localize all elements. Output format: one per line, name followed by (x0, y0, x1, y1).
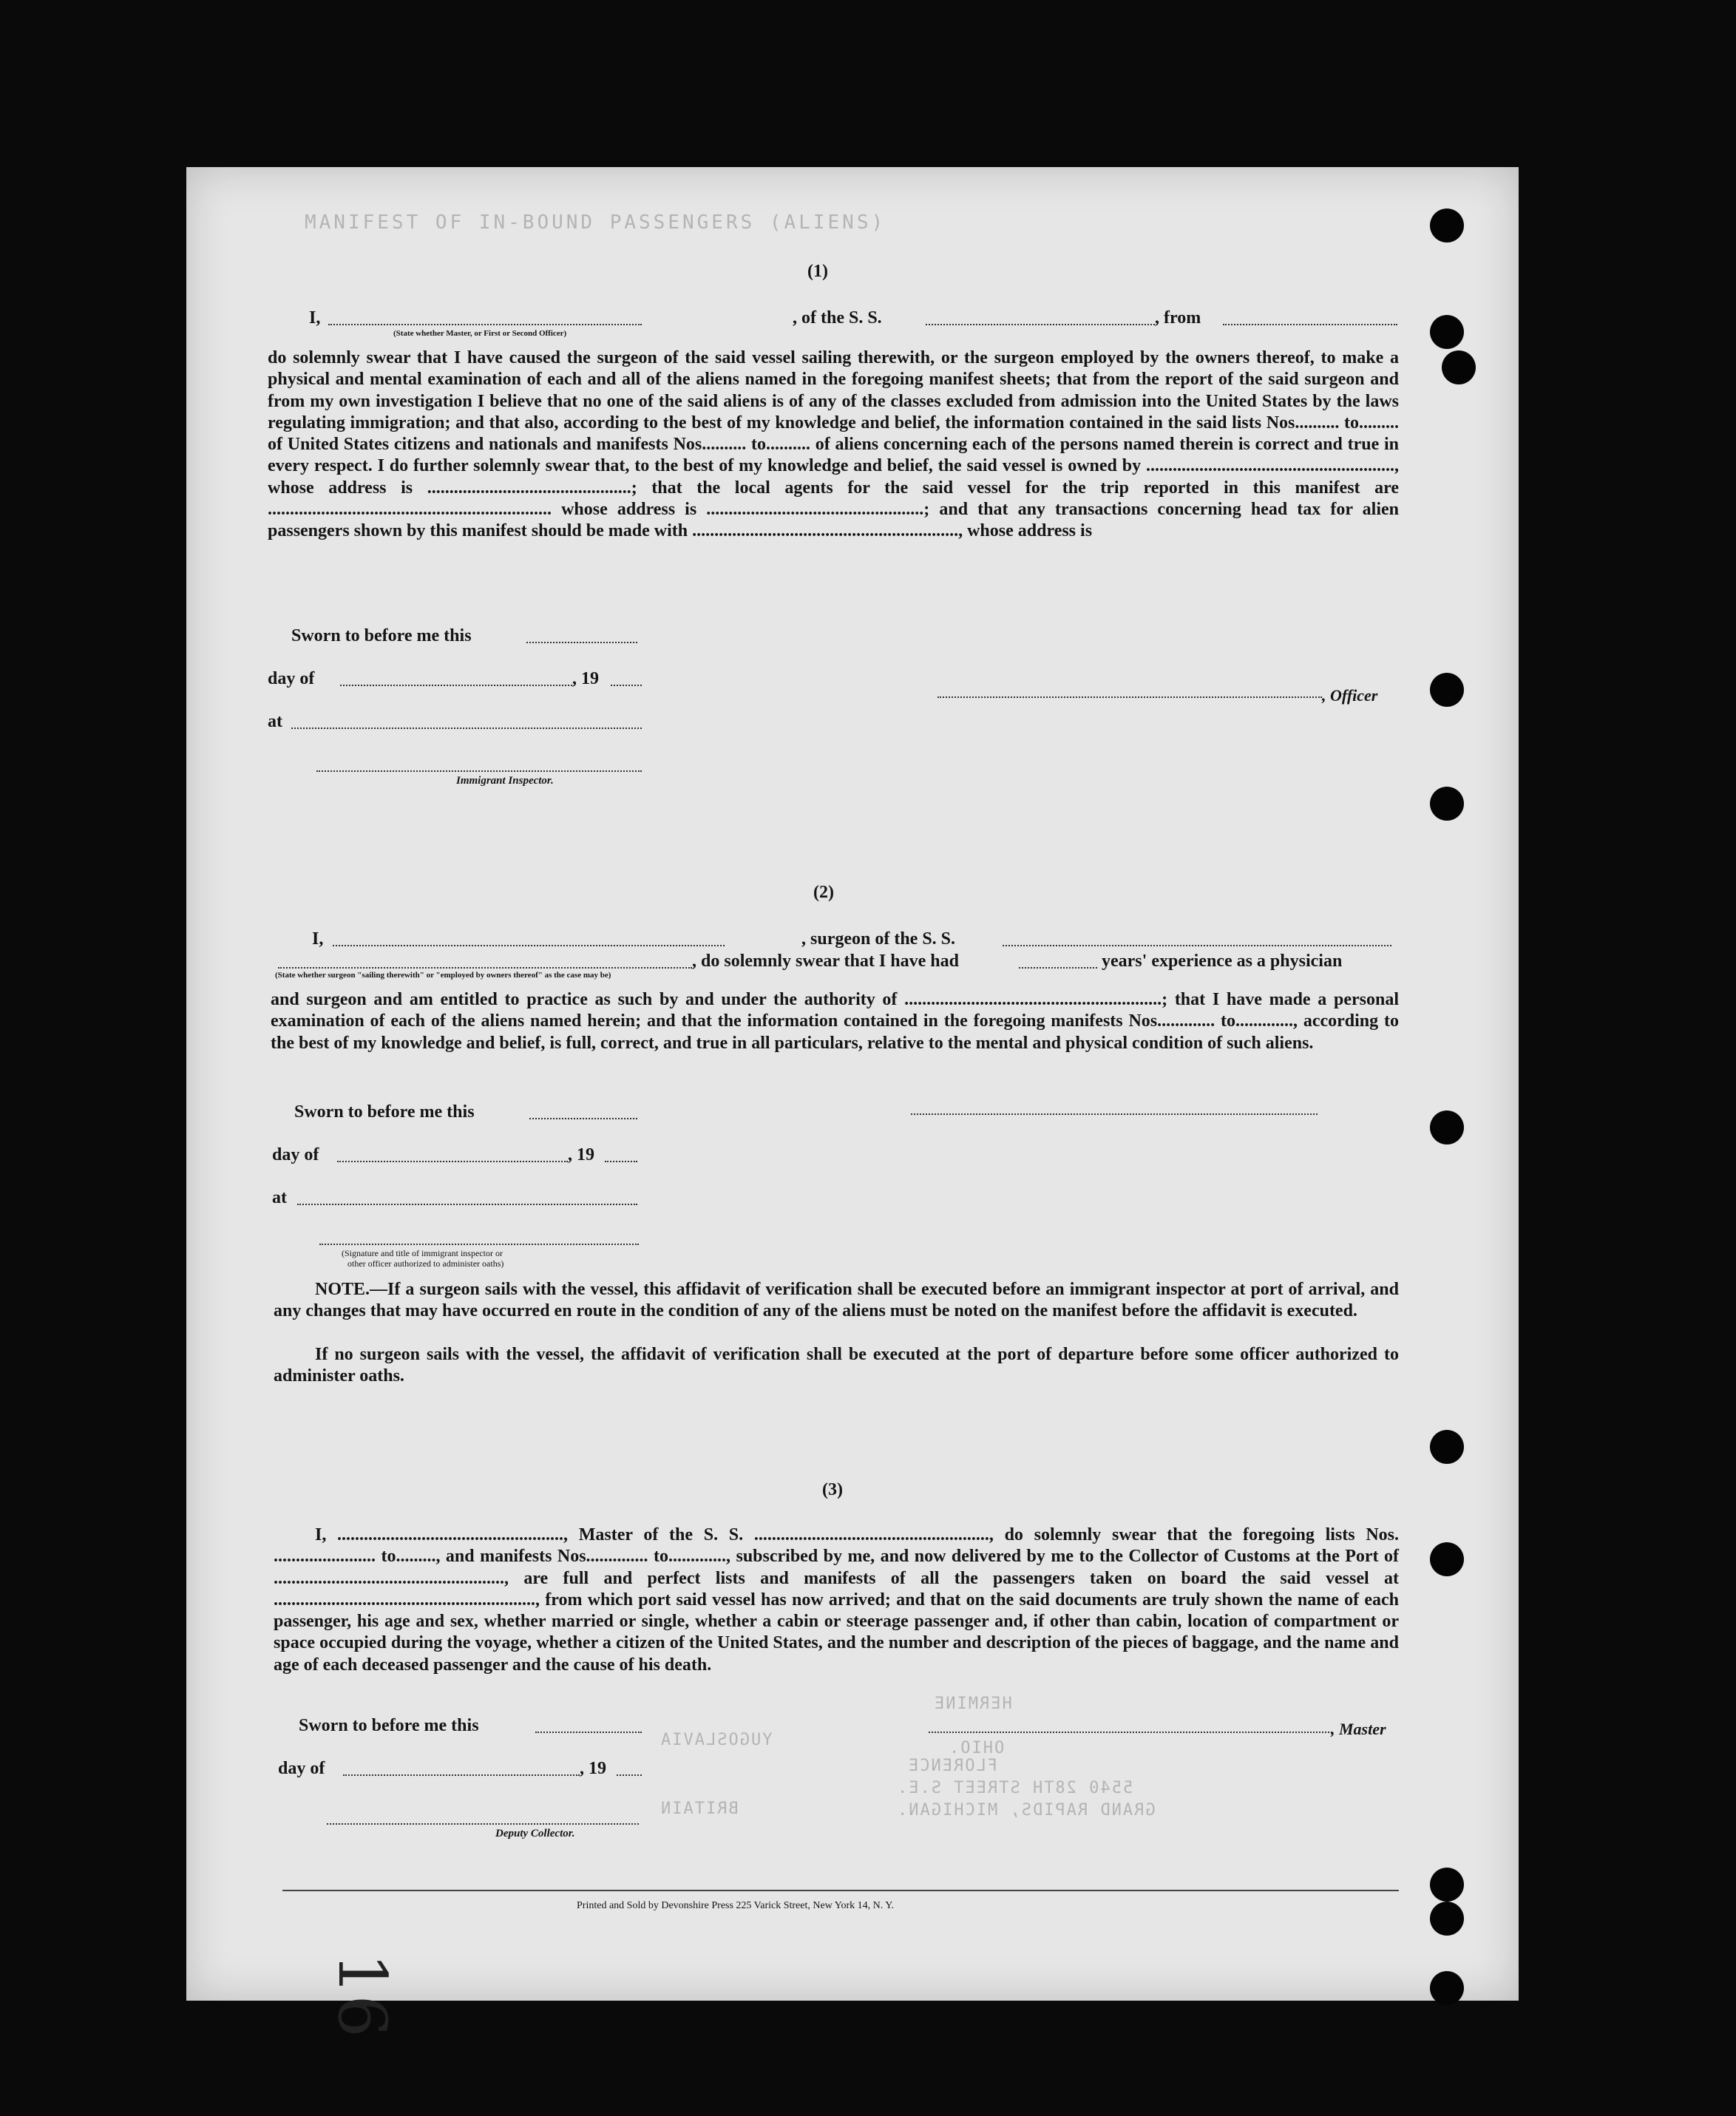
punch-hole (1430, 208, 1464, 243)
note-paragraph-1: NOTE.—If a surgeon sails with the vessel, this affidavit of verification shall be executed before an immigrant inspector at port of arrival, and any changes that may have occurred en route in the condition of any of the aliens must be noted on the manifest before the affidavit is executed. (274, 1280, 1399, 1321)
punch-hole (1430, 673, 1464, 707)
s3-sworn-label: Sworn to before me this (299, 1716, 479, 1735)
s1-officer-caption: , Officer (1322, 686, 1378, 705)
s2-year-label: , 19 (568, 1145, 594, 1164)
s2-sworn-date-line[interactable] (529, 1118, 637, 1119)
s3-month-line[interactable] (343, 1774, 580, 1776)
s2-surgeon-sig-line[interactable] (911, 1113, 1318, 1115)
s2-inspector-sig-line[interactable] (319, 1244, 639, 1245)
bleed-text-4: 5540 28TH STREET S.E. (896, 1779, 1133, 1797)
bleed-text-7: OHIO. (948, 1739, 1005, 1757)
punch-hole (1430, 787, 1464, 821)
handwritten-page-number: 16 (322, 1953, 401, 2038)
s2-at-label: at (272, 1188, 287, 1207)
s1-of-ss-label: , of the S. S. (793, 308, 882, 328)
bleed-text-2: BRITAIN (660, 1800, 739, 1818)
s2-at-line[interactable] (297, 1204, 637, 1205)
s1-month-line[interactable] (340, 685, 572, 686)
s2-sworn-label: Sworn to before me this (294, 1102, 475, 1122)
punch-hole (1442, 350, 1476, 384)
s1-officer-sig-line[interactable] (937, 696, 1322, 698)
s1-vessel-name-line[interactable] (926, 324, 1155, 325)
s2-surgeon-of-label: , surgeon of the S. S. (801, 929, 956, 949)
bleed-text-6: HERMINE (933, 1695, 1012, 1713)
s2-oath-paragraph: and surgeon and am entitled to practice as such by and under the authority of ..........................................................; that I have made a personal examination of each of the aliens named herein; and that the information contained in the foregoing manifests Nos............. to............., according to the best of my knowledge and belief, is full, correct, and true in all particulars, relative to the mental and physical condition of such aliens. (271, 990, 1399, 1053)
s3-master-caption: , Master (1331, 1720, 1386, 1738)
punch-hole (1430, 1868, 1464, 1902)
section-2-heading: (2) (813, 883, 834, 902)
punch-hole (1430, 315, 1464, 349)
s1-oath-paragraph: do solemnly swear that I have caused the surgeon of the said vessel sailing therewith, or the surgeon employed by the owners thereof, to make a physical and mental examination of each and all of the aliens named in the foregoing manifest sheets; that from the report of the said surgeon and from my own investigation I believe that no one of the said aliens is of any of the classes excluded from admission into the United States by the laws regulating immigration; and that also, according to the best of my knowledge and belief, the information contained in the said lists Nos.......... to......... of United States citizens and nationals and manifests Nos.......... to.......... of aliens concerning each of the persons named therein is correct and true in every respect. I do further solemnly swear that, to the best of my knowledge and belief, the said vessel is owned by ........................................................, whose address is ..............................................; that the local agents for the said vessel for the trip reported in this manifest are ................................................................ whose address is .................................................; and that any transactions concerning head tax for alien passengers shown by this manifest should be made with ............................................................, whose address is (268, 348, 1399, 541)
bleed-text-3: FLORENCE (907, 1757, 997, 1775)
s3-year-line[interactable] (617, 1774, 642, 1776)
bleed-text-5: GRAND RAPIDS, MICHIGAN. (896, 1801, 1156, 1820)
s2-surgeon-name-line[interactable] (333, 945, 725, 946)
s3-master-sig-line[interactable] (929, 1732, 1332, 1733)
s1-inspector-caption: Immigrant Inspector. (456, 775, 554, 787)
punch-hole (1430, 1542, 1464, 1576)
footer-rule (282, 1890, 1399, 1891)
s2-state-note: (State whether surgeon "sailing therewith" or "employed by owners thereof" as the case may be) (275, 971, 611, 980)
punch-hole (1430, 1110, 1464, 1145)
s1-year-line[interactable] (611, 685, 642, 686)
s2-sig-note-2: other officer authorized to administer oaths) (347, 1258, 504, 1269)
s1-at-line[interactable] (291, 728, 642, 729)
s2-years-line[interactable] (1019, 967, 1097, 969)
s1-year-label: , 19 (572, 669, 599, 688)
s3-day-of-label: day of (278, 1759, 325, 1778)
bleed-text-1: YUGOSLAVIA (660, 1731, 773, 1749)
s3-year-label: , 19 (580, 1759, 606, 1778)
s2-swear-label: , do solemnly swear that I have had (692, 952, 959, 971)
s1-state-note: (State whether Master, or First or Second Officer) (393, 329, 567, 338)
s3-collector-sig-line[interactable] (327, 1823, 639, 1825)
s2-sig-note-1: (Signature and title of immigrant inspector or (342, 1248, 503, 1258)
s1-sworn-date-line[interactable] (526, 642, 637, 643)
s2-years-label: years' experience as a physician (1102, 952, 1343, 971)
punch-hole (1430, 1902, 1464, 1936)
punch-hole (1430, 1430, 1464, 1464)
printer-credit: Printed and Sold by Devonshire Press 225 Varick Street, New York 14, N. Y. (577, 1900, 895, 1911)
punch-hole (1430, 1971, 1464, 2005)
s1-officer-name-line[interactable] (328, 324, 642, 325)
section-3-heading: (3) (822, 1480, 843, 1499)
note-paragraph-2: If no surgeon sails with the vessel, the affidavit of verification shall be executed at the port of departure before some officer authorized to administer oaths. (274, 1345, 1399, 1386)
s2-status-line[interactable] (278, 967, 692, 969)
s2-year-line[interactable] (605, 1161, 637, 1162)
bleed-header: MANIFEST OF IN-BOUND PASSENGERS (ALIENS) (305, 211, 886, 234)
s1-inspector-sig-line[interactable] (316, 770, 642, 772)
s1-at-label: at (268, 712, 282, 731)
s1-day-of-label: day of (268, 669, 315, 688)
s1-from-label: , from (1155, 308, 1201, 328)
s2-month-line[interactable] (337, 1161, 568, 1162)
s2-day-of-label: day of (272, 1145, 319, 1164)
s2-i-label: I, (312, 929, 324, 949)
s3-sworn-date-line[interactable] (535, 1732, 642, 1733)
s2-vessel-line[interactable] (1003, 945, 1391, 946)
s1-from-port-line[interactable] (1223, 324, 1397, 325)
s3-oath-paragraph: I, ..................................................., Master of the S. S. ....................................................., do solemnly swear that the foregoing lists Nos. ....................... to........., and manifests Nos.............. to............., subscribed by me, and now delivered by me to the Collector of Customs at the Port of ...................................................., are full and perfect lists and manifests of all the passengers taken on board the said vessel at ..........................................................., from which port said vessel has now arrived; and that on the said documents are truly shown the name of each passenger, his age and sex, whether married or single, whether a cabin or steerage passenger and, if other than cabin, location of compartment or space occupied during the voyage, whether a citizen of the United States, and the number and description of the pieces of baggage, and the name and age of each deceased passenger and the cause of his death. (274, 1525, 1399, 1675)
s3-collector-caption: Deputy Collector. (495, 1828, 575, 1839)
section-1-heading: (1) (807, 262, 828, 281)
manifest-page (186, 167, 1519, 2038)
s1-i-label: I, (309, 308, 321, 328)
s1-sworn-label: Sworn to before me this (291, 626, 472, 645)
